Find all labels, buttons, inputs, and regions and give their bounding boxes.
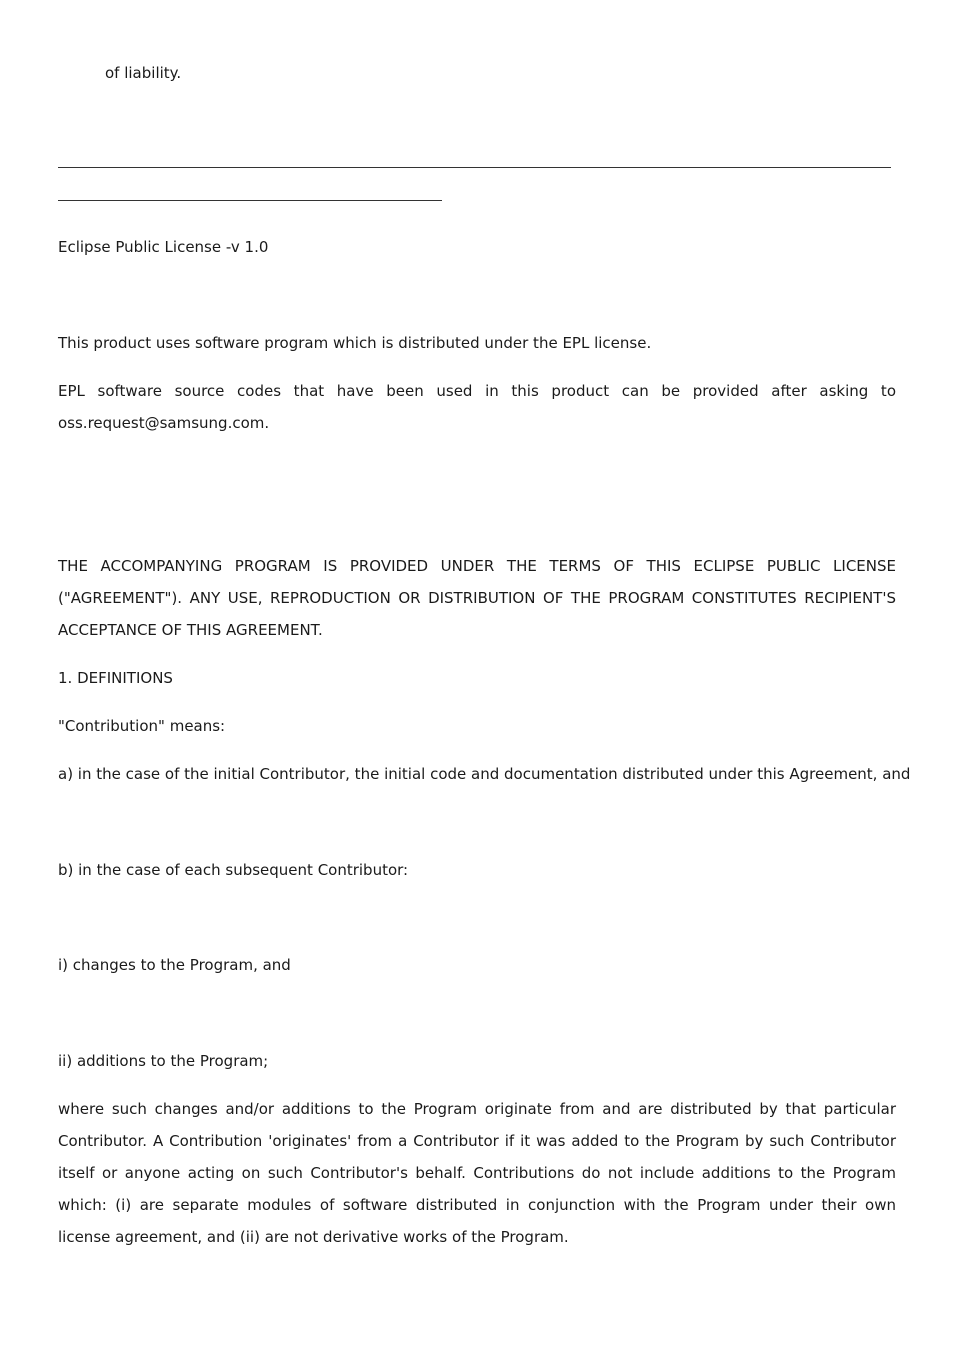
clause-ii-text: ii) additions to the Program; — [58, 1052, 269, 1070]
clause-b-text: b) in the case of each subsequent Contributor: — [58, 861, 409, 879]
separator-line-short — [58, 200, 442, 201]
clause-i-text: i) changes to the Program, and — [58, 956, 291, 974]
preamble-paragraph: THE ACCOMPANYING PROGRAM IS PROVIDED UNDER THE TERMS OF THIS ECLIPSE PUBLIC LICENSE ("AGREEMENT"). ANY USE, REPRODUCTION OR DISTRIBUTION OF THE PROGRAM CONSTITUTES RECIPIENT'S ACCEPTANCE OF THIS AGREEMENT. — [58, 557, 896, 639]
clause-a-text: a) in the case of the initial Contributor, the initial code and documentation distributed under this Agreement, and — [58, 765, 911, 783]
clause-where-paragraph: where such changes and/or additions to the Program originate from and are distributed by that particular Contributor. A Contribution 'originates' from a Contributor if it was added to the Program by such Contributor itself or anyone acting on such Contributor's behalf. Contributions do not include additions to the Program which: (i) are separate modules of software distributed in conjunction with the Program under their own license agreement, and (ii) are not derivative works of the Program. — [58, 1100, 896, 1246]
liability-tail-text: of liability. — [105, 64, 182, 82]
notice-source-paragraph: EPL software source codes that have been used in this product can be provided after asking to oss.request@samsung.com. — [58, 382, 896, 432]
notice-uses-text: This product uses software program which is distributed under the EPL license. — [58, 334, 652, 352]
contribution-means-text: "Contribution" means: — [58, 717, 226, 735]
separator-line-long — [58, 167, 891, 168]
license-heading: Eclipse Public License -v 1.0 — [58, 238, 269, 256]
definitions-heading: 1. DEFINITIONS — [58, 669, 173, 687]
